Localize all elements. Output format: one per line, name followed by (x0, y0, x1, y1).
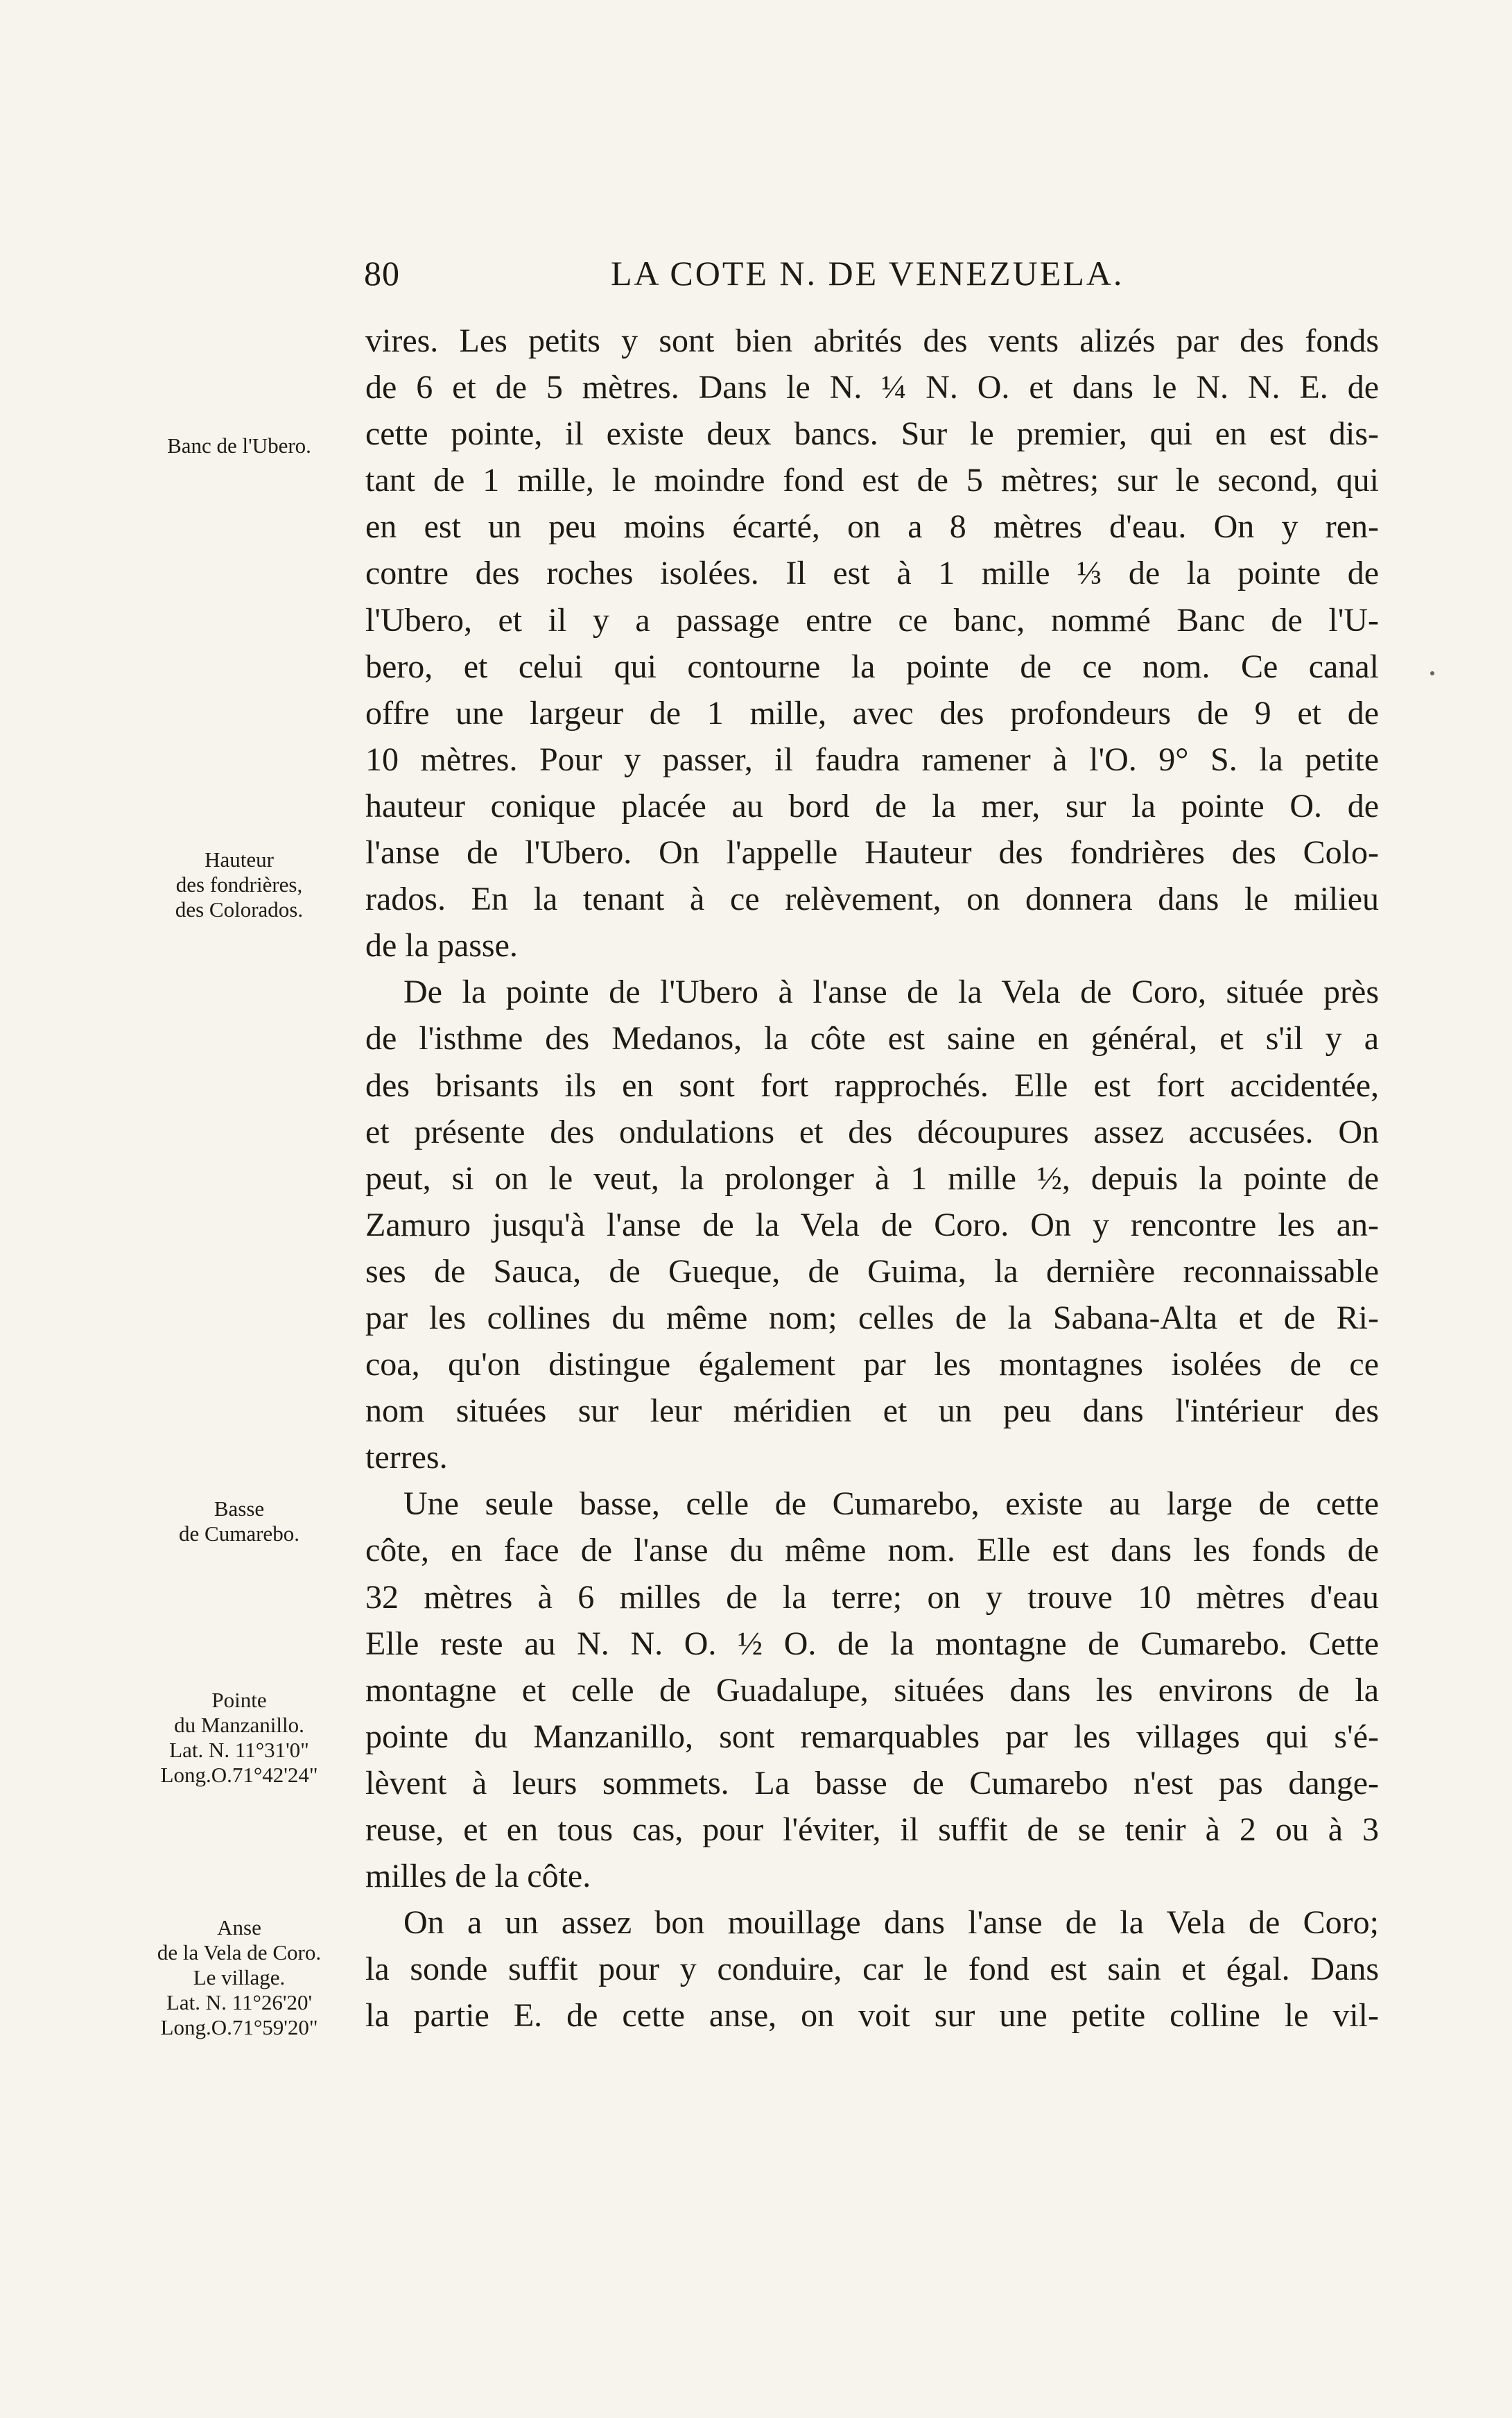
margin-note-pointe (125, 1688, 354, 1788)
margin-note-line: Long.O.71°59'20" (160, 2015, 318, 2039)
text-line: la sonde suffit pour y conduire, car le fond est sain et égal. Dans (365, 1951, 1379, 1988)
text-line: et présente des ondulations et des découpures assez accusées. On (365, 1113, 1379, 1150)
margin-note-anse (125, 1915, 354, 2040)
text-line: pointe du Manzanillo, sont remarquables par les villages qui s'é- (365, 1718, 1379, 1755)
body-text (365, 318, 1379, 2039)
ink-speck (1430, 671, 1434, 675)
margin-note-line: Basse (214, 1496, 265, 1521)
text-line: côte, en face de l'anse du même nom. Elle est dans les fonds de (365, 1532, 1379, 1569)
text-line: de 6 et de 5 mètres. Dans le N. ¼ N. O. et dans le N. N. E. de (365, 369, 1379, 406)
margin-note-basse (125, 1496, 354, 1546)
text-line: des brisants ils en sont fort rapprochés. Elle est fort accidentée, (365, 1066, 1379, 1104)
running-title: LA COTE N. DE VENEZUELA. (611, 254, 1124, 293)
text-line: bero, et celui qui contourne la pointe de ce nom. Ce canal (365, 648, 1379, 685)
text-line: De la pointe de l'Ubero à l'anse de la Vela de Coro, située près (403, 974, 1379, 1011)
text-line: de la passe. (365, 927, 518, 965)
text-line: de l'isthme des Medanos, la côte est saine en général, et s'il y a (365, 1020, 1379, 1057)
text-line: ses de Sauca, de Gueque, de Guima, la dernière reconnaissable (365, 1252, 1379, 1290)
margin-note-line: Hauteur (205, 847, 274, 872)
text-line: terres. (365, 1439, 448, 1476)
text-line: cette pointe, il existe deux bancs. Sur le premier, qui en est dis- (365, 415, 1379, 453)
margin-note-line: Long.O.71°42'24" (160, 1763, 318, 1787)
text-line: par les collines du même nom; celles de la Sabana-Alta et de Ri- (365, 1299, 1379, 1336)
text-line: Zamuro jusqu'à l'anse de la Vela de Coro. On y rencontre les an- (365, 1206, 1379, 1243)
text-line: Une seule basse, celle de Cumarebo, existe au large de cette (403, 1485, 1379, 1523)
text-line: lèvent à leurs sommets. La basse de Cumarebo n'est pas dange- (365, 1764, 1379, 1802)
text-line: l'anse de l'Ubero. On l'appelle Hauteur des fondrières des Colo- (365, 834, 1379, 872)
margin-note-line: Anse (217, 1915, 261, 1940)
text-line: la partie E. de cette anse, on voit sur une petite colline le vil- (365, 1997, 1379, 2035)
page-number: 80 (364, 254, 400, 293)
margin-note-line: Lat. N. 11°26'20' (166, 1990, 313, 2014)
margin-note-line: de la Vela de Coro. (157, 1940, 322, 1964)
text-line: tant de 1 mille, le moindre fond est de 5 mètres; sur le second, qui (365, 462, 1379, 499)
text-line: en est un peu moins écarté, on a 8 mètres d'eau. On y ren- (365, 508, 1379, 546)
text-line: nom situées sur leur méridien et un peu dans l'intérieur des (365, 1392, 1379, 1430)
margin-note-line: Le village. (193, 1965, 286, 1989)
margin-note-line: Lat. N. 11°31'0" (169, 1738, 309, 1762)
text-line: l'Ubero, et il y a passage entre ce banc, nommé Banc de l'U- (365, 601, 1379, 639)
text-line: coa, qu'on distingue également par les montagnes isolées de ce (365, 1346, 1379, 1383)
margin-note-line: du Manzanillo. (174, 1713, 304, 1737)
text-line: 32 mètres à 6 milles de la terre; on y trouve 10 mètres d'eau (365, 1578, 1379, 1616)
text-line: Elle reste au N. N. O. ½ O. de la montagne de Cumarebo. Cette (365, 1625, 1379, 1662)
margin-note-line: Banc de l'Ubero. (167, 433, 311, 458)
text-line: peut, si on le veut, la prolonger à 1 mille ½, depuis la pointe de (365, 1159, 1379, 1197)
text-line: reuse, et en tous cas, pour l'éviter, il suffit de se tenir à 2 ou à 3 (365, 1811, 1379, 1848)
text-line: 10 mètres. Pour y passer, il faudra ramener à l'O. 9° S. la petite (365, 741, 1379, 778)
text-line: vires. Les petits y sont bien abrités des vents alizés par des fonds (365, 322, 1379, 359)
text-line: hauteur conique placée au bord de la mer, sur la pointe O. de (365, 787, 1379, 824)
margin-note-hauteur (125, 847, 354, 922)
text-line: contre des roches isolées. Il est à 1 mille ⅓ de la pointe de (365, 555, 1379, 592)
margin-note-banc-ubero (125, 433, 354, 458)
margin-note-line: Pointe (211, 1688, 267, 1712)
margin-note-line: de Cumarebo. (179, 1521, 299, 1546)
margin-note-line: des Colorados. (175, 897, 304, 922)
text-line: milles de la côte. (365, 1858, 591, 1895)
margin-note-line: des fondrières, (175, 872, 303, 897)
text-line: rados. En la tenant à ce relèvement, on donnera dans le milieu (365, 881, 1379, 918)
text-line: offre une largeur de 1 mille, avec des profondeurs de 9 et de (365, 694, 1379, 732)
text-line: montagne et celle de Guadalupe, situées dans les environs de la (365, 1671, 1379, 1709)
text-line: On a un assez bon mouillage dans l'anse de la Vela de Coro; (403, 1904, 1379, 1942)
